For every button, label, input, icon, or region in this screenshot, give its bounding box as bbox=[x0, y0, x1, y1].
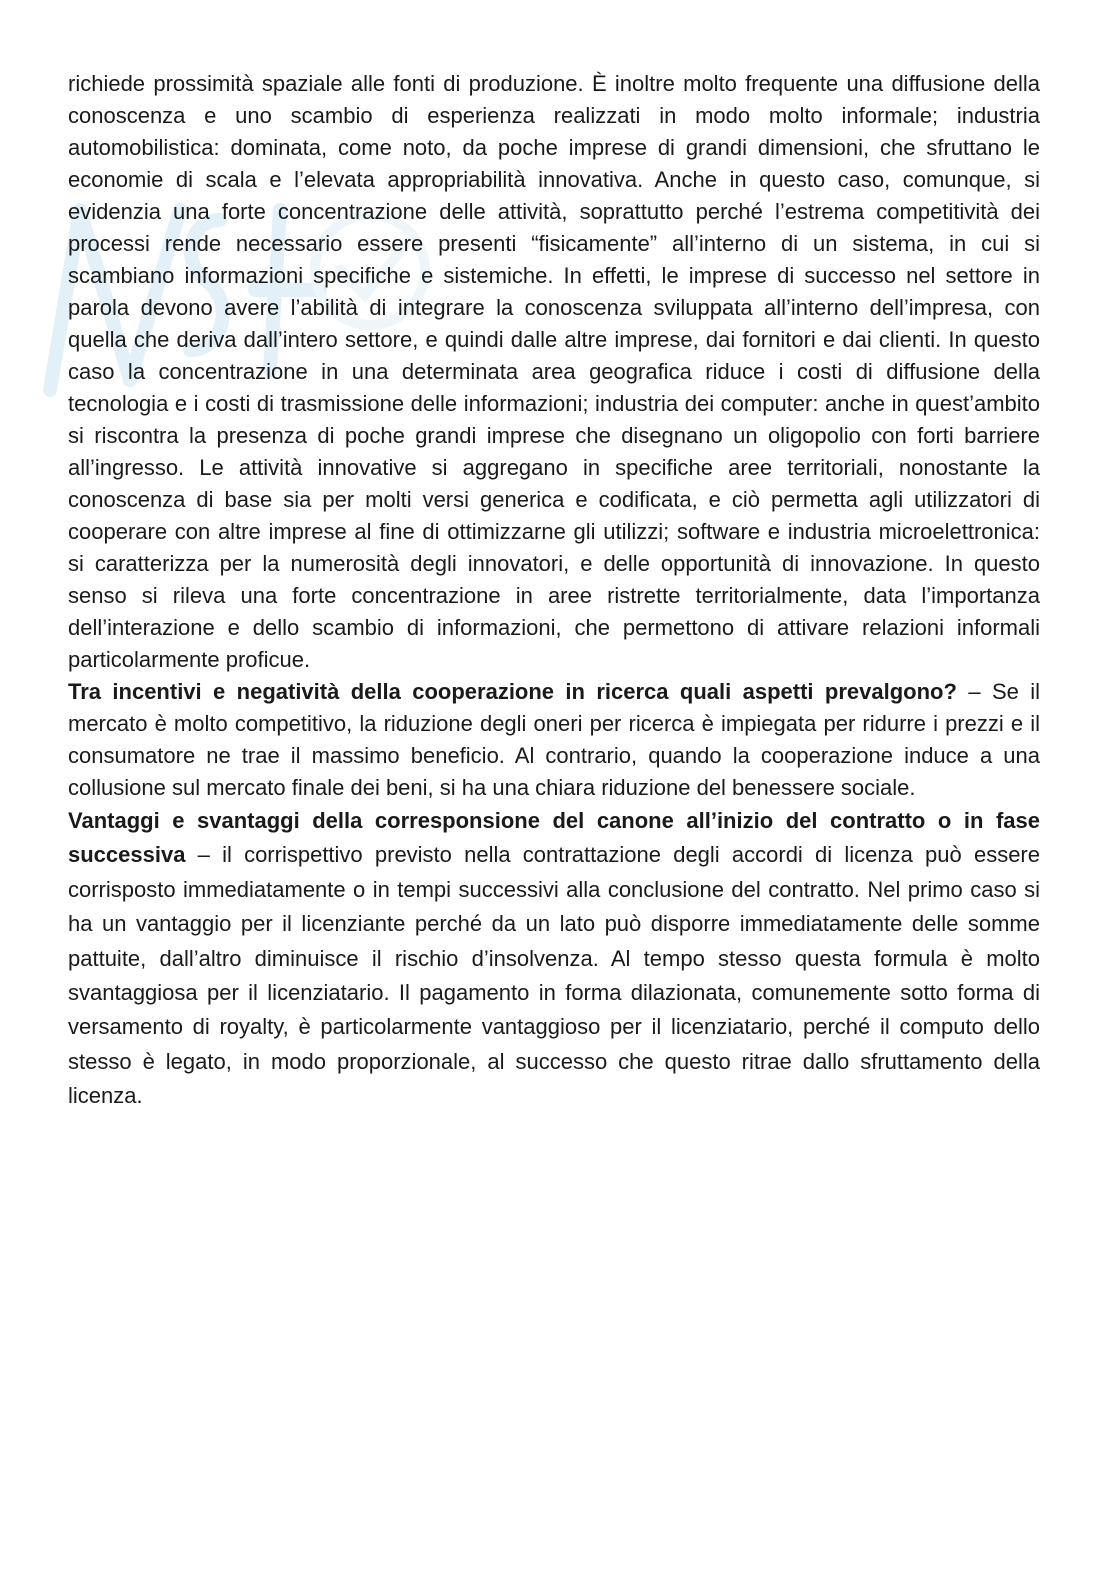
document-body bbox=[68, 68, 1040, 1114]
section-cooperation-separator: – bbox=[956, 679, 992, 704]
section-royalty-heading: Vantaggi e svantaggi della corresponsione del canone all’inizio del contratto o in fase successiva bbox=[68, 808, 1040, 868]
section-cooperation-heading: Tra incentivi e negatività della cooperazione in ricerca quali aspetti prevalgono? bbox=[68, 679, 957, 704]
section-royalty-separator: – bbox=[185, 842, 223, 868]
section-royalty bbox=[68, 804, 1040, 1114]
section-cooperation-body: Se il mercato è molto competitivo, la riduzione degli oneri per ricerca è impiegata per ridurre i prezzi e il consumatore ne trae il massimo beneficio. Al contrario, quando la cooperazione induce a una collusione sul mercato finale dei beni, si ha una chiara riduzione del benessere sociale. bbox=[68, 679, 1041, 800]
section-royalty-body: il corrispettivo previsto nella contrattazione degli accordi di licenza può essere corrisposto immediatamente o in tempi successivi alla conclusione del contratto. Nel primo caso si ha un vantaggio per il licenziante perché da un lato può disporre immediatamente delle somme pattuite, dall’altro diminuisce il rischio d’insolvenza. Al tempo stesso questa formula è molto svantaggiosa per il licenziatario. Il pagamento in forma dilazionata, comunemente sotto forma di versamento di royalty, è particolarmente vantaggioso per il licenziatario, perché il computo dello stesso è legato, in modo proporzionale, al successo che questo ritrae dallo sfruttamento della licenza. bbox=[68, 842, 1040, 1109]
paragraph-industries: richiede prossimità spaziale alle fonti di produzione. È inoltre molto frequente una diffusione della conoscenza e uno scambio di esperienza realizzati in modo molto informale; industria automobilistica: dominata, come noto, da poche imprese di grandi dimensioni, che sfruttano le economie di scala e l’elevata appropriabilità innovativa. Anche in questo caso, comunque, si evidenzia una forte concentrazione delle attività, soprattutto perché l’estrema competitività dei processi rende necessario essere presenti “fisicamente” all’interno di un sistema, in cui si scambiano informazioni specifiche e sistemiche. In effetti, le imprese di successo nel settore in parola devono avere l’abilità di integrare la conoscenza sviluppata all’interno dell’impresa, con quella che deriva dall’intero settore, e quindi dalle altre imprese, dai fornitori e dai clienti. In questo caso la concentrazione in una determinata area geografica riduce i costi di diffusione della tecnologia e i costi di trasmissione delle informazioni; industria dei computer: anche in quest’ambito si riscontra la presenza di poche grandi imprese che disegnano un oligopolio con forti barriere all’ingresso. Le attività innovative si aggregano in specifiche aree territoriali, nonostante la conoscenza di base sia per molti versi generica e codificata, e ciò permetta agli utilizzatori di cooperare con altre imprese al fine di ottimizzarne gli utilizzi; software e industria microelettronica: si caratterizza per la numerosità degli innovatori, e delle opportunità di innovazione. In questo senso si rileva una forte concentrazione in aree ristrette territorialmente, data l’importanza dell’interazione e dello scambio di informazioni, che permettono di attivare relazioni informali particolarmente proficue. bbox=[68, 71, 1040, 672]
section-cooperation bbox=[68, 676, 1040, 804]
